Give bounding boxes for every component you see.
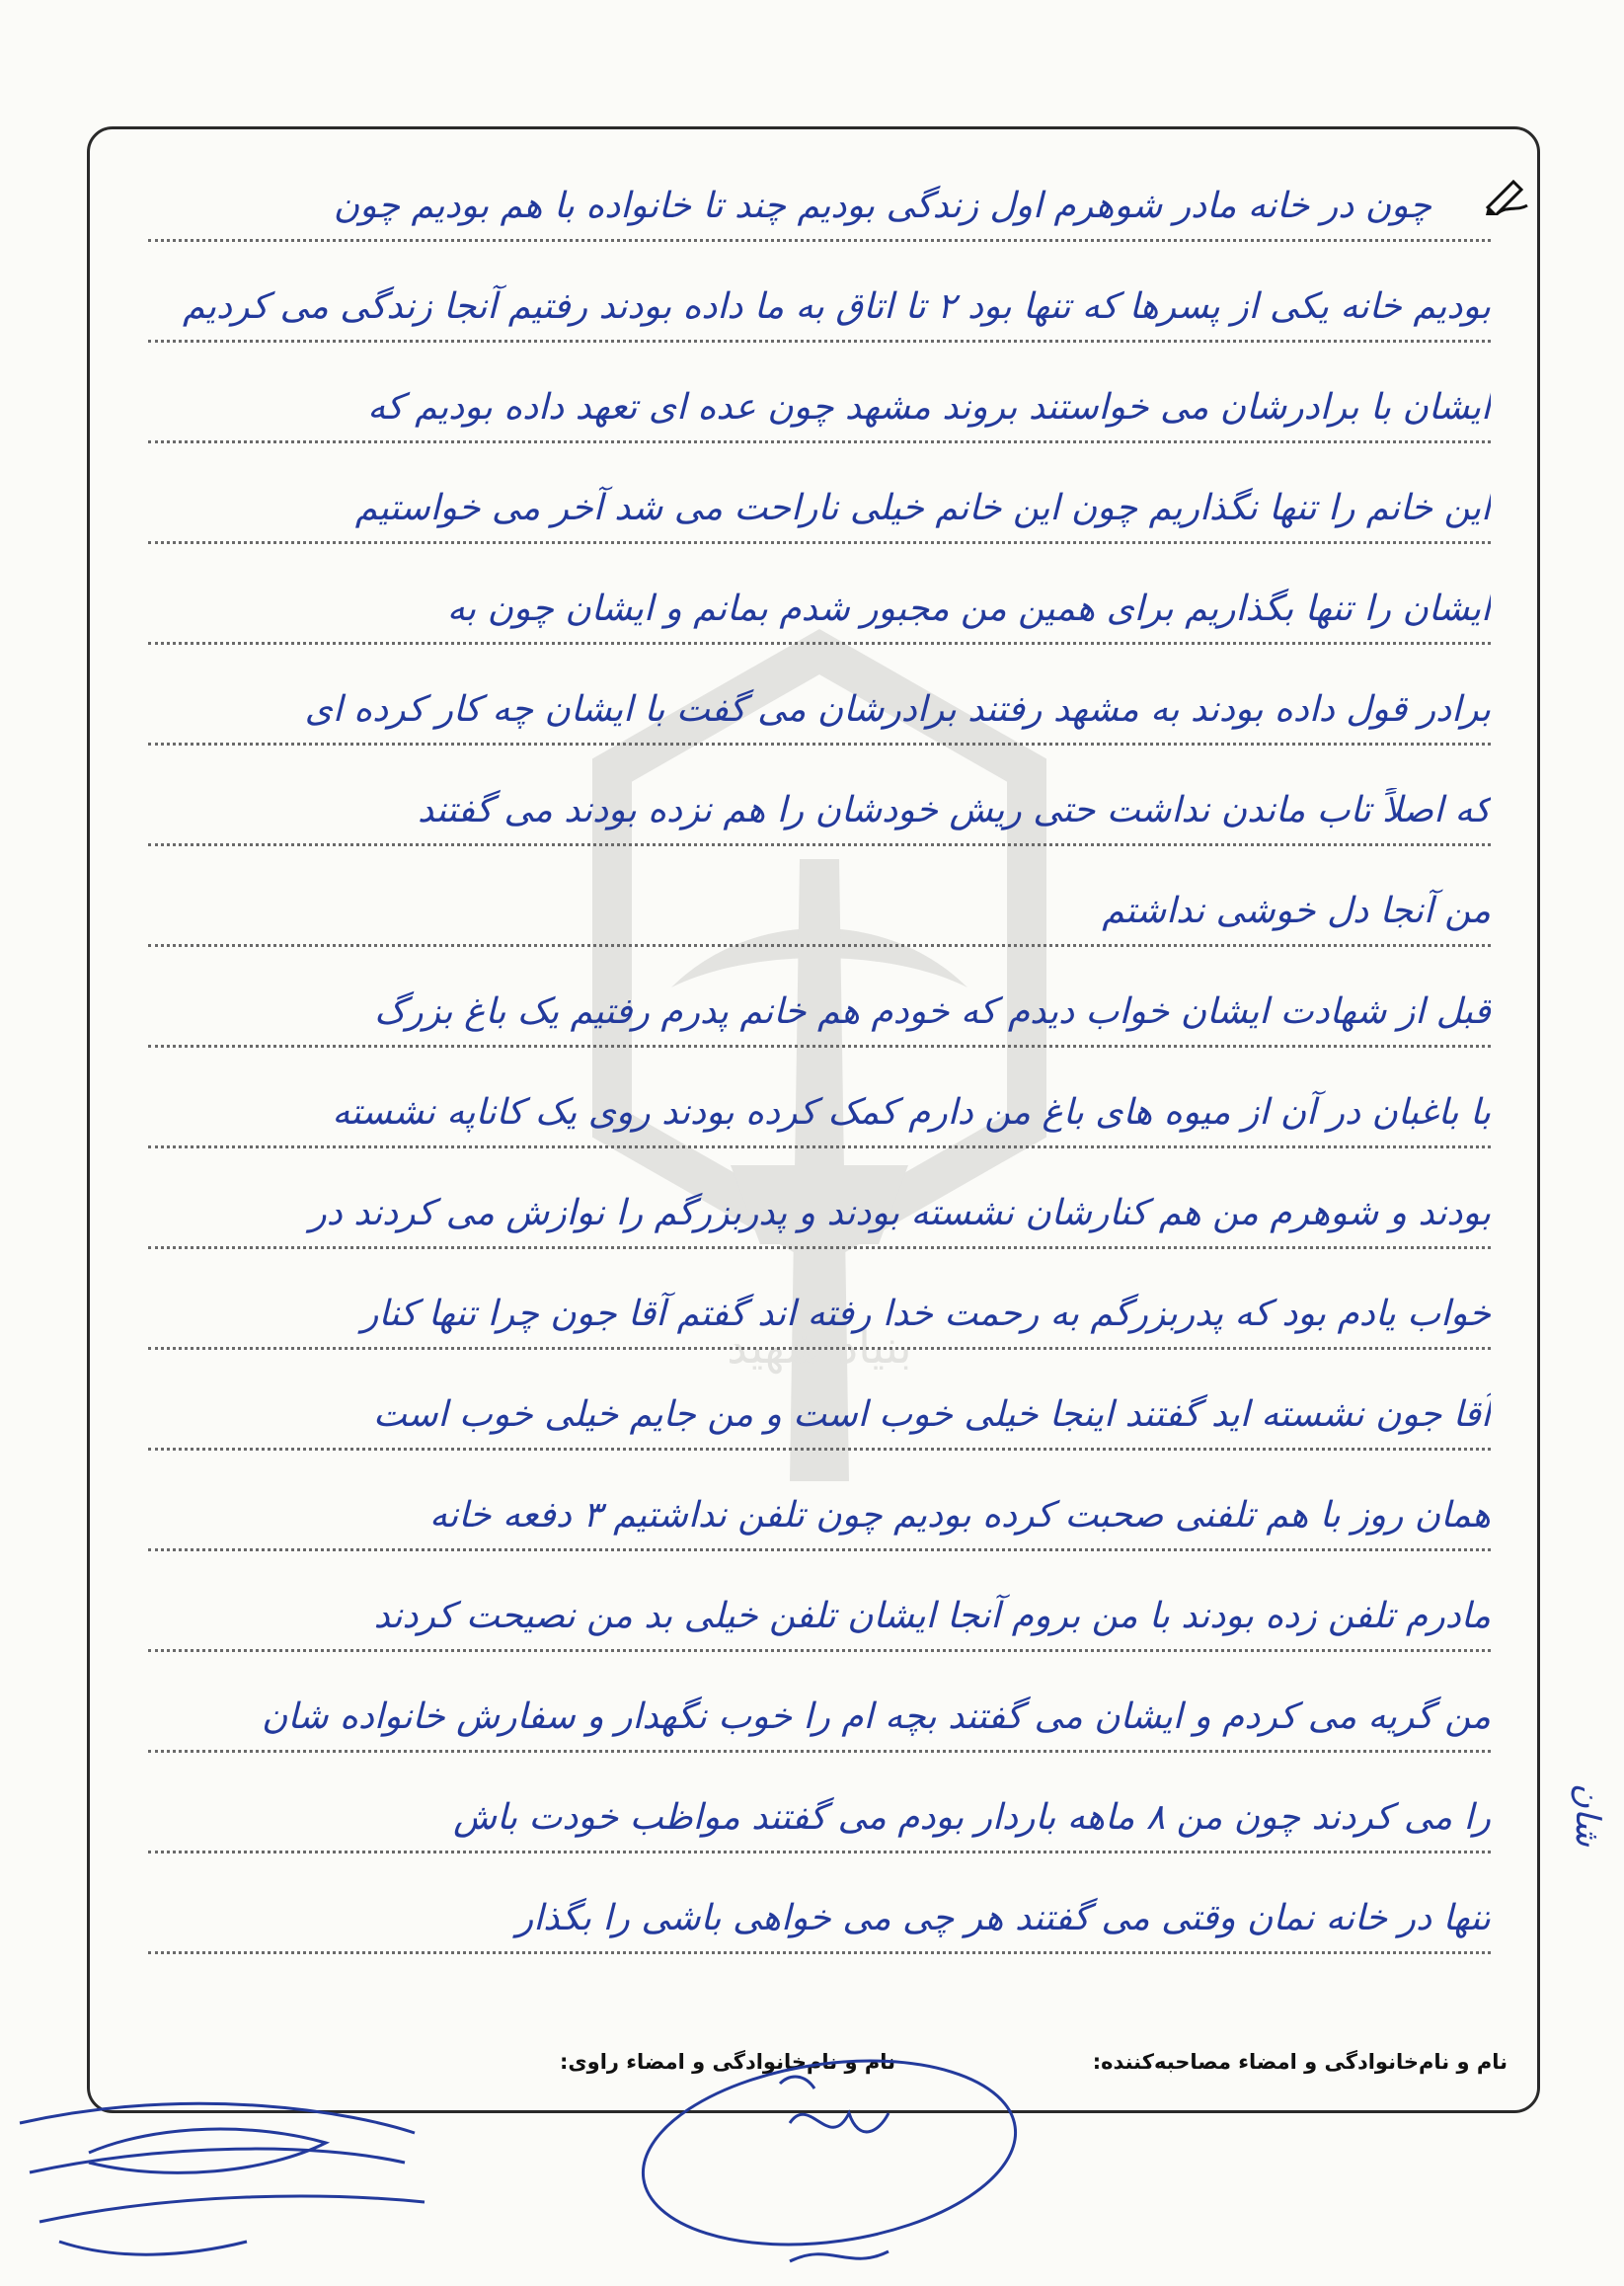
line-text: قبل از شهادت ایشان خواب دیدم که خودم هم خانم پدرم رفتیم یک باغ بزرگ xyxy=(374,991,1491,1032)
line-text: من آنجا دل خوشی نداشتم xyxy=(1102,891,1491,931)
line-text: ایشان را تنها بگذاریم برای همین من مجبور شدم بمانم و ایشان چون به xyxy=(446,589,1491,629)
text-line xyxy=(148,1558,1491,1652)
text-line xyxy=(148,148,1491,242)
text-line xyxy=(148,1458,1491,1551)
line-text: بودند و شوهرم من هم کنارشان نشسته بودند و پدربزرگم را نوازش می کردند در xyxy=(309,1193,1491,1233)
text-line xyxy=(148,853,1491,947)
narrator-signature xyxy=(20,2103,425,2254)
text-line xyxy=(148,1860,1491,1954)
text-line xyxy=(148,1256,1491,1350)
line-text: آقا جون نشسته اید گفتند اینجا خیلی خوب است و من جایم خیلی خوب است xyxy=(373,1394,1491,1435)
text-line xyxy=(148,350,1491,443)
text-line xyxy=(148,249,1491,343)
line-text: من گریه می کردم و ایشان می گفتند بچه ام را خوب نگهدار و سفارش خانواده شان xyxy=(261,1696,1491,1737)
text-line xyxy=(148,1760,1491,1853)
line-text: بودیم خانه یکی از پسرها که تنها بود ۲ تا اتاق به ما داده بودند رفتیم آنجا زندگی می کردیم xyxy=(183,286,1491,327)
line-text: برادر قول داده بودند به مشهد رفتند برادرشان می گفت با ایشان چه کار کرده ای xyxy=(304,689,1491,730)
interviewer-label: نام و نام‌خانوادگی و امضاء مصاحبه‌کننده: xyxy=(1092,2050,1508,2074)
line-text: مادرم تلفن زده بودند با من بروم آنجا ایشان تلفن خیلی بد من نصیحت کردند xyxy=(373,1596,1491,1636)
handwritten-lines xyxy=(148,148,1491,1985)
text-line xyxy=(148,1357,1491,1451)
line-text: را می کردند چون من ۸ ماهه باردار بودم می گفتند مواظب خودت باش xyxy=(453,1797,1491,1838)
watermark-text: بنیاد شهید xyxy=(727,1320,912,1374)
text-line xyxy=(148,450,1491,544)
narrator-label: نام و نام‌خانوادگی و امضاء راوی: xyxy=(560,2050,895,2074)
line-text: همان روز با هم تلفنی صحبت کرده بودیم چون تلفن نداشتیم ۳ دفعه خانه xyxy=(428,1495,1491,1536)
line-text: که اصلاً تاب ماندن نداشت حتی ریش خودشان را هم نزده بودند می گفتند xyxy=(418,790,1491,830)
text-line xyxy=(148,1055,1491,1148)
margin-note: شان xyxy=(1568,1783,1607,1847)
line-text: تنها در خانه نمان وقتی می گفتند هر چی می خواهی باشی را بگذار xyxy=(515,1898,1491,1938)
text-line xyxy=(148,1659,1491,1753)
line-text: ایشان با برادرشان می خواستند بروند مشهد چون عده ای تعهد داده بودیم که xyxy=(367,387,1491,428)
text-line xyxy=(148,652,1491,746)
signature-footer xyxy=(106,2042,1508,2086)
text-line xyxy=(148,752,1491,846)
line-text: چون در خانه مادر شوهرم اول زندگی بودیم چند تا خانواده با هم بودیم چون xyxy=(333,186,1431,226)
text-line xyxy=(148,551,1491,645)
text-line xyxy=(148,954,1491,1048)
line-text: با باغبان در آن از میوه های باغ من دارم کمک کرده بودند روی یک کاناپه نشسته xyxy=(332,1092,1491,1133)
line-text: خواب یادم بود که پدربزرگم به رحمت خدا رفته اند گفتم آقا جون چرا تنها کنار xyxy=(361,1294,1491,1334)
text-line xyxy=(148,1155,1491,1249)
line-text: این خانم را تنها نگذاریم چون این خانم خیلی ناراحت می شد آخر می خواستیم xyxy=(354,488,1491,528)
